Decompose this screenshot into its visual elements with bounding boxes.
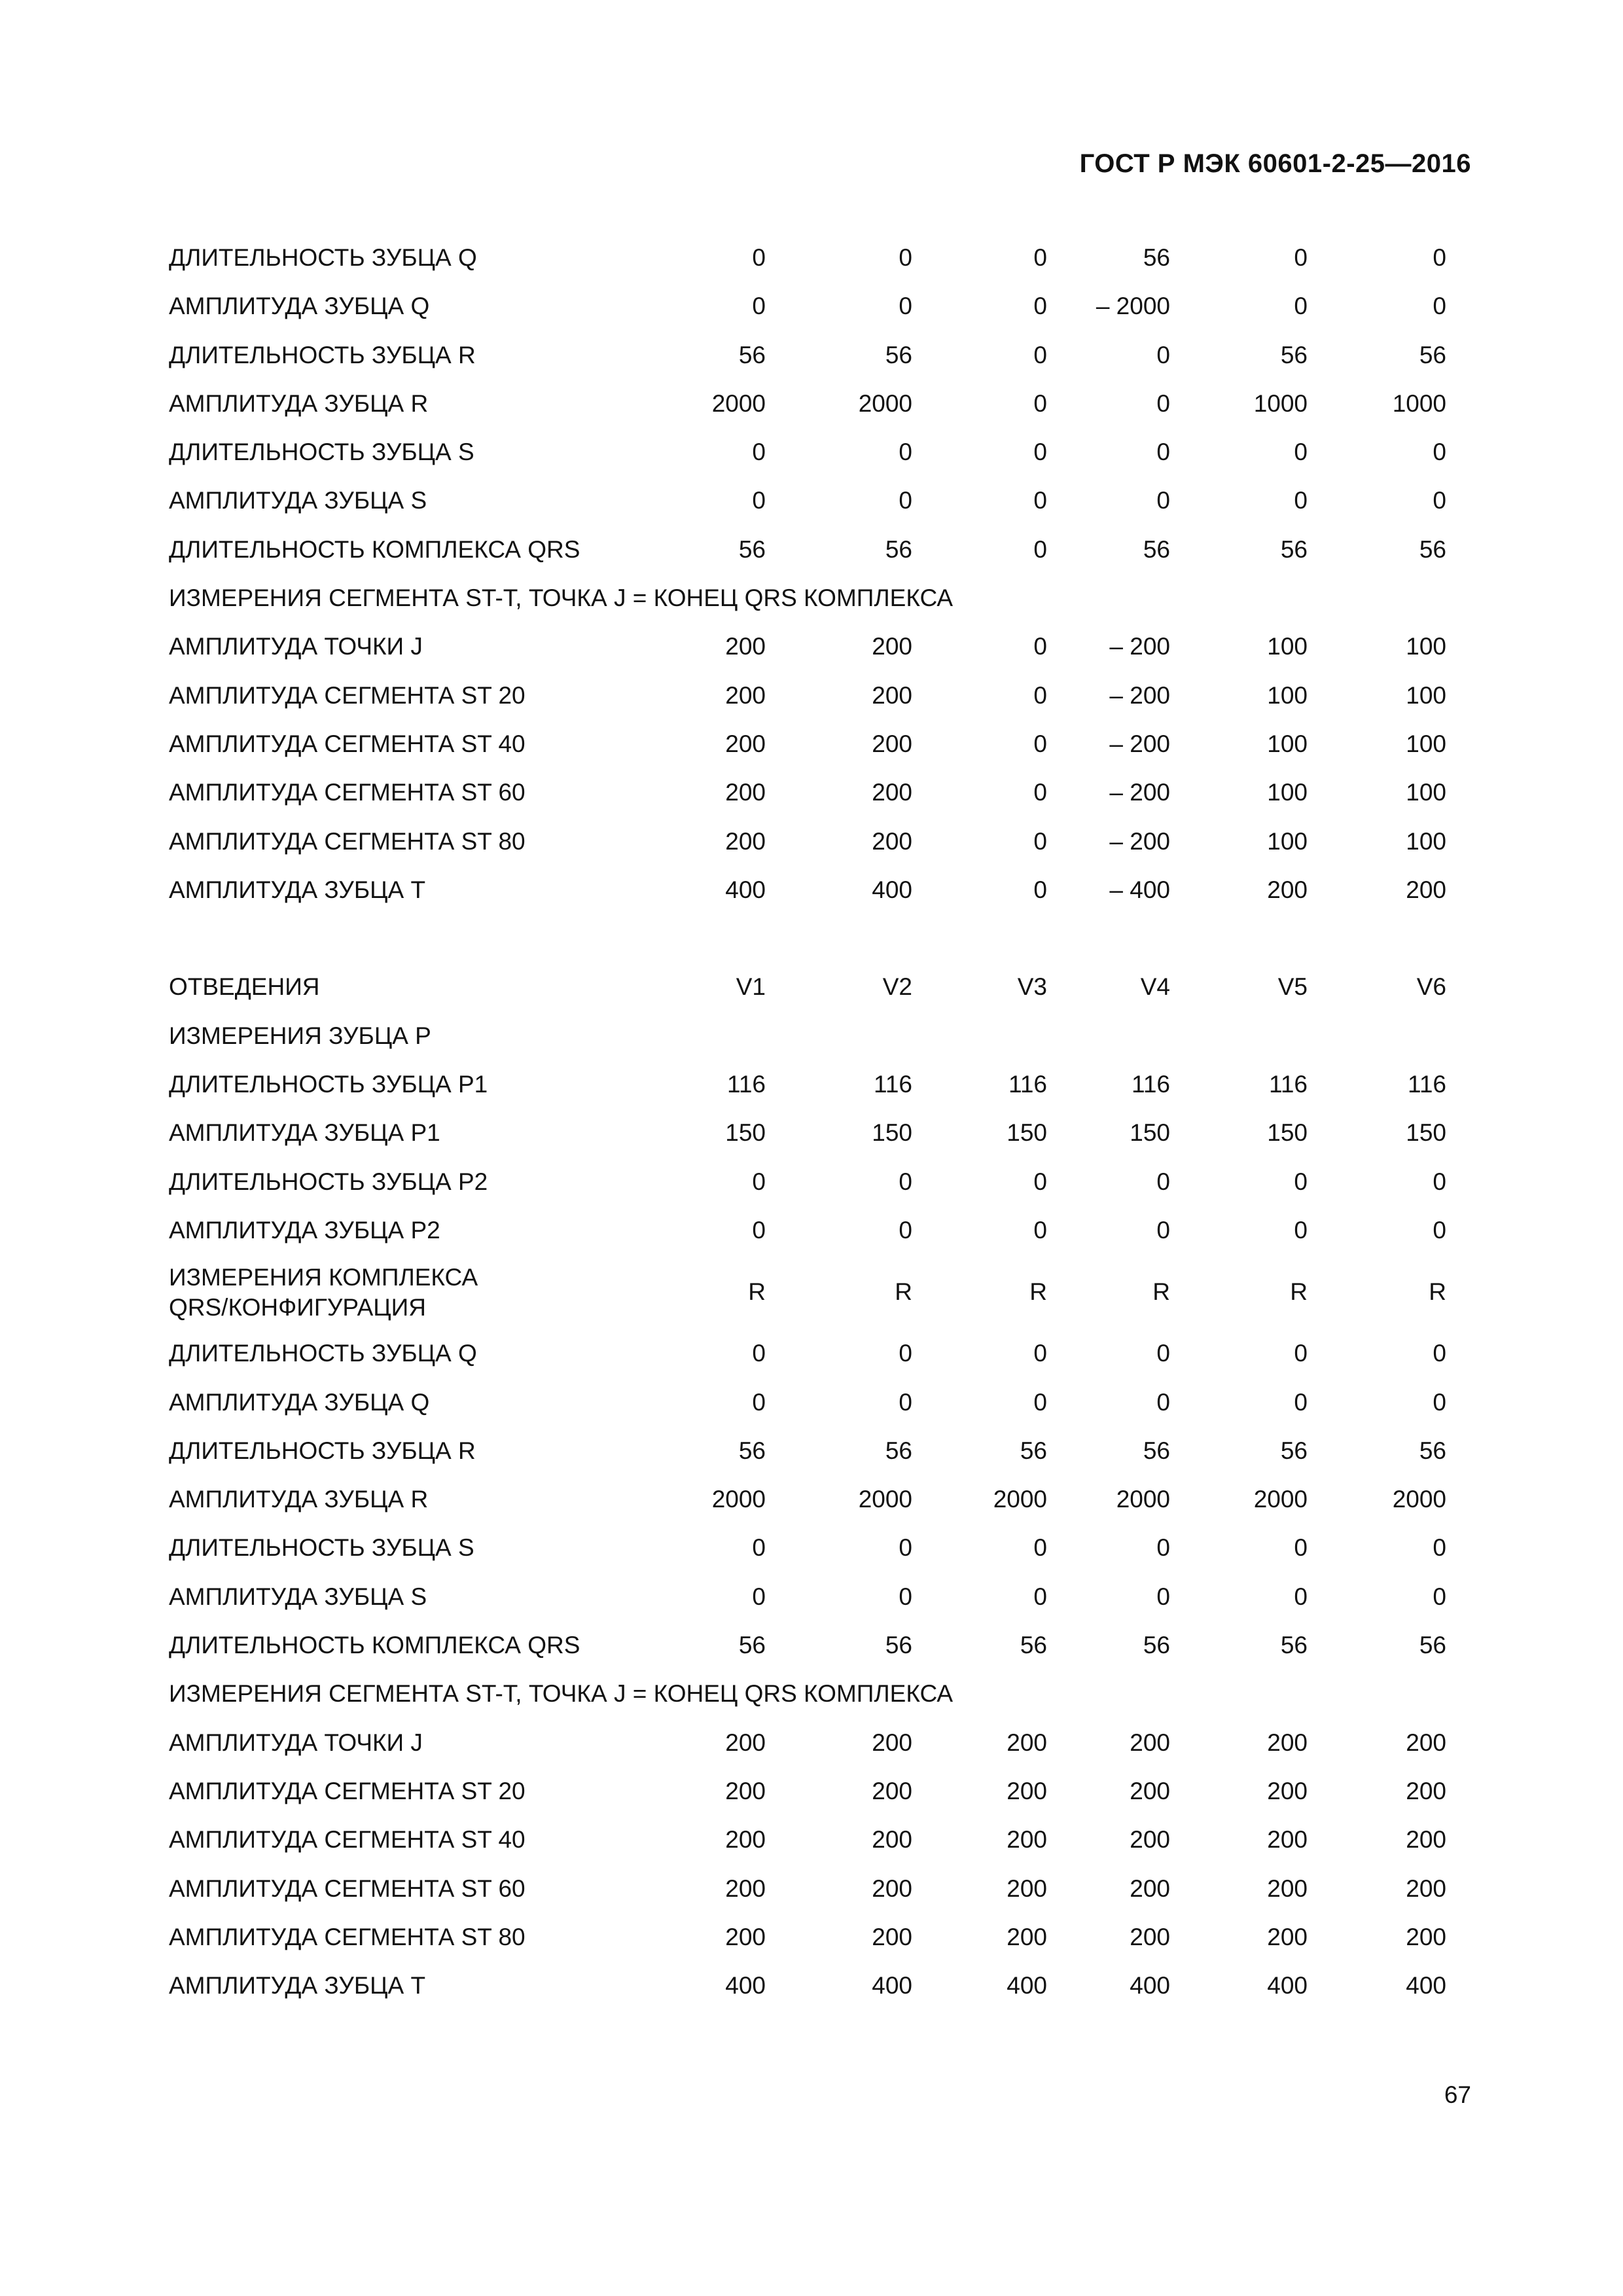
table-row xyxy=(169,1012,1471,1060)
table-cell: 56 xyxy=(738,1632,766,1659)
table-cell: 0 xyxy=(1156,1216,1170,1244)
table-cell: 0 xyxy=(1033,1168,1047,1195)
row-label: АМПЛИТУДА СЕГМЕНТА ST 20 xyxy=(169,1777,526,1804)
table-row xyxy=(169,1475,1471,1524)
table-row xyxy=(169,1329,1471,1378)
table-cell: 200 xyxy=(1406,1826,1446,1854)
table-cell: 200 xyxy=(1267,1923,1308,1950)
table-cell: 0 xyxy=(899,1216,912,1244)
table-cell: 0 xyxy=(1294,1388,1308,1416)
row-label: ДЛИТЕЛЬНОСТЬ ЗУБЦА P1 xyxy=(169,1071,488,1098)
table-cell: 2000 xyxy=(993,1486,1047,1513)
table-row xyxy=(169,428,1471,476)
table-cell: 200 xyxy=(872,1729,912,1756)
row-label: АМПЛИТУДА ЗУБЦА P1 xyxy=(169,1119,440,1147)
table-cell: 100 xyxy=(1267,827,1308,855)
table-cell: 200 xyxy=(725,1923,766,1950)
table-cell: 100 xyxy=(1267,681,1308,709)
table-cell: 56 xyxy=(1143,244,1170,271)
table-cell: – 200 xyxy=(1109,681,1170,709)
table-row xyxy=(169,1573,1471,1621)
table-cell: 56 xyxy=(1143,1437,1170,1464)
table-cell: 200 xyxy=(725,779,766,806)
table-cell: 0 xyxy=(1156,1388,1170,1416)
table-cell: 200 xyxy=(1007,1777,1047,1804)
table-cell: 0 xyxy=(1294,1216,1308,1244)
table-cell: 400 xyxy=(725,876,766,903)
table-cell: 0 xyxy=(899,439,912,466)
table-cell: 2000 xyxy=(711,1486,766,1513)
table-cell: 200 xyxy=(872,827,912,855)
table-cell: 56 xyxy=(1419,1437,1446,1464)
row-label: АМПЛИТУДА ЗУБЦА T xyxy=(169,1972,426,2000)
table-cell: 0 xyxy=(1156,487,1170,514)
row-label: АМПЛИТУДА ЗУБЦА T xyxy=(169,876,426,903)
table-cell: 100 xyxy=(1406,730,1446,757)
table-cell: 0 xyxy=(1033,1534,1047,1562)
table-cell: 0 xyxy=(1033,341,1047,368)
row-label: АМПЛИТУДА СЕГМЕНТА ST 60 xyxy=(169,1874,526,1902)
measurement-table xyxy=(169,234,1471,2010)
table-cell: 0 xyxy=(899,1340,912,1367)
table-row xyxy=(169,1621,1471,1670)
table-row xyxy=(169,1670,1471,1718)
table-cell: 56 xyxy=(1280,1632,1308,1659)
table-row xyxy=(169,1255,1471,1329)
table-cell: 200 xyxy=(725,633,766,660)
table-cell: 0 xyxy=(1156,389,1170,417)
table-cell: 400 xyxy=(1007,1972,1047,2000)
table-cell: 0 xyxy=(1433,487,1446,514)
row-label: АМПЛИТУДА СЕГМЕНТА ST 20 xyxy=(169,681,526,709)
table-cell: 0 xyxy=(1033,730,1047,757)
table-cell: 400 xyxy=(872,876,912,903)
table-cell: 56 xyxy=(1280,535,1308,563)
row-label: АМПЛИТУДА ЗУБЦА R xyxy=(169,1486,429,1513)
table-cell: 0 xyxy=(899,1168,912,1195)
table-row xyxy=(169,622,1471,671)
table-cell: 150 xyxy=(872,1119,912,1147)
table-cell: 0 xyxy=(1156,1583,1170,1610)
table-cell: 200 xyxy=(1007,1729,1047,1756)
table-cell: 56 xyxy=(885,535,912,563)
table-cell: 0 xyxy=(899,1388,912,1416)
row-label: АМПЛИТУДА СЕГМЕНТА ST 40 xyxy=(169,730,526,757)
table-cell: 200 xyxy=(872,779,912,806)
table-row xyxy=(169,1719,1471,1767)
table-cell: 0 xyxy=(1433,244,1446,271)
table-cell: 56 xyxy=(885,1632,912,1659)
table-cell: 200 xyxy=(1007,1826,1047,1854)
table-cell: V1 xyxy=(736,973,766,1001)
table-cell: 0 xyxy=(1033,535,1047,563)
table-cell: 56 xyxy=(885,1437,912,1464)
table-cell: – 200 xyxy=(1109,730,1170,757)
table-cell: 400 xyxy=(872,1972,912,2000)
table-cell: 200 xyxy=(1130,1729,1170,1756)
row-label: АМПЛИТУДА СЕГМЕНТА ST 80 xyxy=(169,1923,526,1950)
row-label: ДЛИТЕЛЬНОСТЬ КОМПЛЕКСА QRS xyxy=(169,1632,580,1659)
table-cell: 100 xyxy=(1267,779,1308,806)
table-cell: 0 xyxy=(752,244,766,271)
table-cell: 0 xyxy=(1033,1340,1047,1367)
row-label: ИЗМЕРЕНИЯ СЕГМЕНТА ST-T, ТОЧКА J = КОНЕЦ QRS КОМПЛЕКСА xyxy=(169,584,954,612)
table-cell: – 200 xyxy=(1109,779,1170,806)
table-cell: 0 xyxy=(1433,1168,1446,1195)
table-cell: 56 xyxy=(738,535,766,563)
table-cell: 116 xyxy=(1269,1071,1308,1098)
row-label: ДЛИТЕЛЬНОСТЬ КОМПЛЕКСА QRS xyxy=(169,535,580,563)
table-cell: 0 xyxy=(1433,439,1446,466)
table-cell: 200 xyxy=(1406,1874,1446,1902)
row-label: ДЛИТЕЛЬНОСТЬ ЗУБЦА Q xyxy=(169,1340,477,1367)
table-cell: 2000 xyxy=(858,389,912,417)
table-cell: 0 xyxy=(752,1583,766,1610)
table-cell: 200 xyxy=(1130,1874,1170,1902)
row-label: ДЛИТЕЛЬНОСТЬ ЗУБЦА R xyxy=(169,341,476,368)
table-row xyxy=(169,1913,1471,1962)
table-cell: R xyxy=(1429,1278,1446,1306)
table-cell: 100 xyxy=(1267,633,1308,660)
table-cell: 0 xyxy=(752,293,766,320)
table-cell: 56 xyxy=(1419,1632,1446,1659)
table-row xyxy=(169,476,1471,525)
table-cell: 56 xyxy=(1143,535,1170,563)
table-cell: 200 xyxy=(1007,1923,1047,1950)
table-cell: 0 xyxy=(1294,439,1308,466)
table-cell: 400 xyxy=(1406,1972,1446,2000)
table-cell: 200 xyxy=(725,1777,766,1804)
table-cell: 150 xyxy=(1406,1119,1446,1147)
table-cell: 100 xyxy=(1267,730,1308,757)
table-cell: 150 xyxy=(1007,1119,1047,1147)
table-cell: 100 xyxy=(1406,681,1446,709)
table-cell: 0 xyxy=(1033,293,1047,320)
table-row xyxy=(169,574,1471,622)
table-cell: 0 xyxy=(1033,633,1047,660)
row-label: ДЛИТЕЛЬНОСТЬ ЗУБЦА P2 xyxy=(169,1168,488,1195)
table-cell: 0 xyxy=(1033,1216,1047,1244)
table-row xyxy=(169,768,1471,817)
table-cell: R xyxy=(1152,1278,1170,1306)
table-cell: 200 xyxy=(1267,1874,1308,1902)
table-cell: 56 xyxy=(1280,341,1308,368)
row-label: АМПЛИТУДА СЕГМЕНТА ST 60 xyxy=(169,779,526,806)
table-cell: 2000 xyxy=(1392,1486,1446,1513)
table-cell: 200 xyxy=(872,730,912,757)
table-row xyxy=(169,1816,1471,1864)
table-cell: 200 xyxy=(725,1826,766,1854)
table-cell: 0 xyxy=(1294,1340,1308,1367)
table-cell: 0 xyxy=(1294,1168,1308,1195)
table-cell: 200 xyxy=(1406,1777,1446,1804)
row-label: ИЗМЕРЕНИЯ ЗУБЦА P xyxy=(169,1022,431,1049)
table-cell: 116 xyxy=(727,1071,766,1098)
table-cell: 56 xyxy=(1020,1632,1047,1659)
table-cell: 56 xyxy=(1143,1632,1170,1659)
table-cell: 56 xyxy=(738,341,766,368)
table-cell: 100 xyxy=(1406,827,1446,855)
row-label: АМПЛИТУДА ЗУБЦА Q xyxy=(169,293,430,320)
table-row xyxy=(169,1962,1471,2010)
table-cell: – 2000 xyxy=(1096,293,1170,320)
table-cell: V2 xyxy=(882,973,912,1001)
table-cell: 0 xyxy=(752,1216,766,1244)
table-cell: V4 xyxy=(1140,973,1170,1001)
table-cell: 116 xyxy=(1008,1071,1047,1098)
table-row xyxy=(169,1767,1471,1816)
table-cell: 200 xyxy=(725,730,766,757)
table-cell: 200 xyxy=(1130,1777,1170,1804)
table-cell: 0 xyxy=(1156,1534,1170,1562)
table-cell: 0 xyxy=(1294,487,1308,514)
table-cell: 2000 xyxy=(858,1486,912,1513)
table-cell: 2000 xyxy=(1253,1486,1308,1513)
table-row xyxy=(169,1865,1471,1913)
table-cell: R xyxy=(748,1278,766,1306)
row-label: ИЗМЕРЕНИЯ СЕГМЕНТА ST-T, ТОЧКА J = КОНЕЦ QRS КОМПЛЕКСА xyxy=(169,1680,954,1708)
table-cell: 0 xyxy=(752,1534,766,1562)
table-cell: 200 xyxy=(1267,1777,1308,1804)
table-cell: 0 xyxy=(1433,1216,1446,1244)
table-cell: 56 xyxy=(1020,1437,1047,1464)
table-cell: 0 xyxy=(752,1388,766,1416)
table-row xyxy=(169,1378,1471,1427)
table-cell: – 400 xyxy=(1109,876,1170,903)
table-cell: 100 xyxy=(1406,633,1446,660)
table-cell: 400 xyxy=(1267,1972,1308,2000)
table-cell: 0 xyxy=(1033,827,1047,855)
table-cell: R xyxy=(895,1278,912,1306)
table-cell: 0 xyxy=(1033,244,1047,271)
table-cell: 56 xyxy=(738,1437,766,1464)
table-cell: 0 xyxy=(752,1168,766,1195)
table-cell: – 200 xyxy=(1109,827,1170,855)
table-row xyxy=(169,672,1471,720)
table-cell: 150 xyxy=(725,1119,766,1147)
table-row xyxy=(169,720,1471,768)
table-cell: 56 xyxy=(1419,535,1446,563)
table-cell: 1000 xyxy=(1392,389,1446,417)
table-cell: 116 xyxy=(874,1071,912,1098)
table-row xyxy=(169,526,1471,574)
table-cell: 0 xyxy=(1294,1583,1308,1610)
table-cell: 200 xyxy=(872,1826,912,1854)
table-cell: 0 xyxy=(1433,1340,1446,1367)
table-cell: 0 xyxy=(899,1583,912,1610)
table-cell: 0 xyxy=(1156,341,1170,368)
table-cell: 116 xyxy=(1408,1071,1446,1098)
table-row xyxy=(169,1060,1471,1109)
row-label: АМПЛИТУДА ЗУБЦА P2 xyxy=(169,1216,440,1244)
table-cell: 400 xyxy=(1130,1972,1170,2000)
table-cell: 200 xyxy=(1130,1826,1170,1854)
table-cell: 0 xyxy=(1433,1534,1446,1562)
table-cell: 0 xyxy=(1294,1534,1308,1562)
table-cell: 200 xyxy=(1267,1826,1308,1854)
table-cell: 200 xyxy=(725,1729,766,1756)
table-cell: 56 xyxy=(1419,341,1446,368)
table-cell: 56 xyxy=(1280,1437,1308,1464)
row-label: ДЛИТЕЛЬНОСТЬ ЗУБЦА S xyxy=(169,1534,474,1562)
section-spacer xyxy=(169,914,1471,963)
table-row xyxy=(169,817,1471,866)
row-label: АМПЛИТУДА ТОЧКИ J xyxy=(169,1729,423,1756)
document-header: ГОСТ Р МЭК 60601-2-25—2016 xyxy=(1079,149,1471,178)
table-cell: 200 xyxy=(725,827,766,855)
table-cell: 200 xyxy=(725,681,766,709)
table-row xyxy=(169,282,1471,331)
row-label: АМПЛИТУДА ЗУБЦА R xyxy=(169,389,429,417)
table-cell: 0 xyxy=(752,1340,766,1367)
table-row xyxy=(169,1427,1471,1475)
table-cell: 200 xyxy=(1406,1729,1446,1756)
table-cell: 0 xyxy=(1033,439,1047,466)
row-label: АМПЛИТУДА ЗУБЦА Q xyxy=(169,1388,430,1416)
table-cell: 2000 xyxy=(1116,1486,1170,1513)
table-cell: 200 xyxy=(872,1874,912,1902)
table-cell: 150 xyxy=(1267,1119,1308,1147)
table-cell: 0 xyxy=(1156,1340,1170,1367)
row-label: АМПЛИТУДА ЗУБЦА S xyxy=(169,487,427,514)
table-cell: V3 xyxy=(1017,973,1047,1001)
table-cell: 0 xyxy=(1033,1388,1047,1416)
row-label: АМПЛИТУДА ЗУБЦА S xyxy=(169,1583,427,1610)
table-cell: R xyxy=(1290,1278,1308,1306)
table-cell: 200 xyxy=(725,1874,766,1902)
table-cell: 2000 xyxy=(711,389,766,417)
table-cell: 200 xyxy=(872,633,912,660)
table-cell: 0 xyxy=(1033,1583,1047,1610)
table-row xyxy=(169,866,1471,914)
table-cell: 200 xyxy=(1267,1729,1308,1756)
table-cell: 400 xyxy=(725,1972,766,2000)
table-cell: 0 xyxy=(1033,389,1047,417)
table-cell: 200 xyxy=(1130,1923,1170,1950)
table-cell: 0 xyxy=(1033,681,1047,709)
table-cell: 0 xyxy=(1156,1168,1170,1195)
table-cell: V5 xyxy=(1277,973,1308,1001)
table-cell: 0 xyxy=(1033,876,1047,903)
table-cell: 0 xyxy=(752,487,766,514)
table-cell: 116 xyxy=(1132,1071,1170,1098)
table-cell: 200 xyxy=(872,681,912,709)
page-number: 67 xyxy=(1444,2081,1471,2108)
table-cell: 0 xyxy=(1433,1388,1446,1416)
table-cell: 0 xyxy=(899,293,912,320)
table-cell: 0 xyxy=(1433,1583,1446,1610)
table-cell: R xyxy=(1029,1278,1047,1306)
row-label: АМПЛИТУДА ТОЧКИ J xyxy=(169,633,423,660)
table-cell: 150 xyxy=(1130,1119,1170,1147)
table-cell: 0 xyxy=(1033,487,1047,514)
table-row xyxy=(169,1158,1471,1206)
table-row xyxy=(169,963,1471,1011)
table-cell: 200 xyxy=(1007,1874,1047,1902)
table-cell: 56 xyxy=(885,341,912,368)
row-label: АМПЛИТУДА СЕГМЕНТА ST 40 xyxy=(169,1826,526,1854)
table-cell: 200 xyxy=(1406,1923,1446,1950)
table-cell: 0 xyxy=(752,439,766,466)
table-cell: 200 xyxy=(1267,876,1308,903)
table-cell: 200 xyxy=(872,1923,912,1950)
table-row xyxy=(169,331,1471,380)
table-cell: 0 xyxy=(1294,293,1308,320)
table-cell: 0 xyxy=(1433,293,1446,320)
table-cell: 200 xyxy=(872,1777,912,1804)
table-cell: 0 xyxy=(899,244,912,271)
table-cell: 100 xyxy=(1406,779,1446,806)
table-cell: 200 xyxy=(1406,876,1446,903)
row-label: ОТВЕДЕНИЯ xyxy=(169,973,320,1001)
table-row xyxy=(169,1206,1471,1255)
row-label: АМПЛИТУДА СЕГМЕНТА ST 80 xyxy=(169,827,526,855)
row-label: ДЛИТЕЛЬНОСТЬ ЗУБЦА Q xyxy=(169,244,477,271)
table-cell: 0 xyxy=(1033,779,1047,806)
table-cell: 0 xyxy=(1156,439,1170,466)
table-cell: 0 xyxy=(899,487,912,514)
table-row xyxy=(169,380,1471,428)
table-row xyxy=(169,234,1471,282)
table-row xyxy=(169,1109,1471,1157)
table-cell: 0 xyxy=(1294,244,1308,271)
table-cell: V6 xyxy=(1416,973,1446,1001)
row-label: ДЛИТЕЛЬНОСТЬ ЗУБЦА R xyxy=(169,1437,476,1464)
table-row xyxy=(169,1524,1471,1572)
table-cell: – 200 xyxy=(1109,633,1170,660)
row-label: ИЗМЕРЕНИЯ КОМПЛЕКСА QRS/КОНФИГУРАЦИЯ xyxy=(169,1264,478,1321)
row-label: ДЛИТЕЛЬНОСТЬ ЗУБЦА S xyxy=(169,439,474,466)
table-cell: 0 xyxy=(899,1534,912,1562)
table-cell: 1000 xyxy=(1253,389,1308,417)
